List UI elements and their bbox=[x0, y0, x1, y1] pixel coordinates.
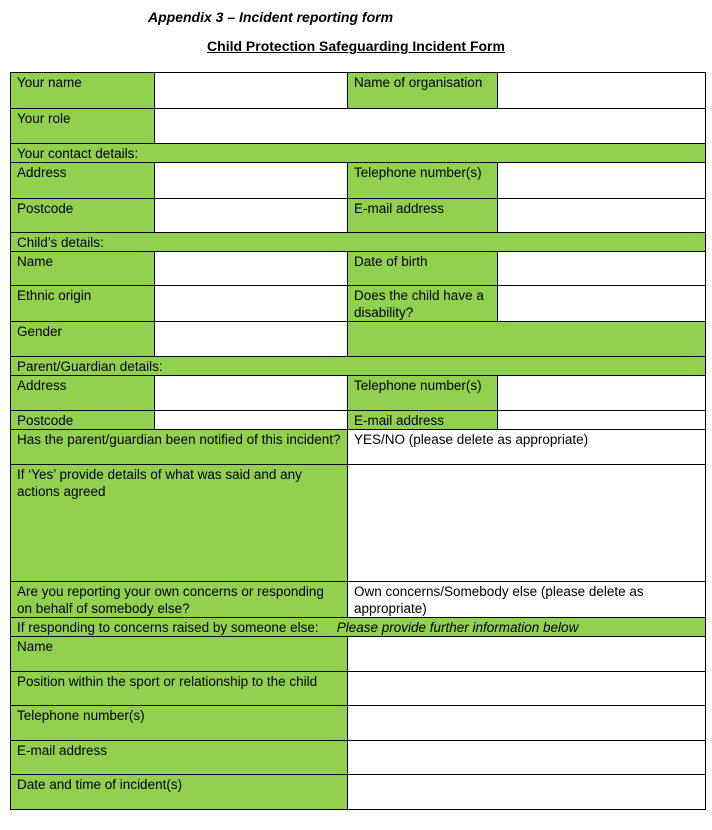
your-role-label: Your role bbox=[11, 109, 155, 144]
contact-telephone-label: Telephone number(s) bbox=[348, 163, 498, 199]
contact-address-label: Address bbox=[11, 163, 155, 199]
child-gender-field[interactable] bbox=[155, 322, 348, 357]
parent-telephone-field[interactable] bbox=[498, 376, 706, 411]
child-dob-label: Date of birth bbox=[348, 252, 498, 286]
other-position-label: Position within the sport or relationship to the child bbox=[11, 672, 348, 706]
your-role-field[interactable] bbox=[155, 109, 706, 144]
details-answer-field[interactable] bbox=[348, 465, 706, 582]
details-question: If ‘Yes’ provide details of what was said and any actions agreed bbox=[11, 465, 348, 582]
form-title: Child Protection Safeguarding Incident Form bbox=[207, 38, 505, 54]
child-dob-field[interactable] bbox=[498, 252, 706, 286]
child-disability-field[interactable] bbox=[498, 286, 706, 322]
your-name-field[interactable] bbox=[155, 73, 348, 109]
child-name-field[interactable] bbox=[155, 252, 348, 286]
child-section-heading: Child’s details: bbox=[11, 233, 706, 252]
child-gender-label: Gender bbox=[11, 322, 155, 357]
contact-postcode-field[interactable] bbox=[155, 199, 348, 233]
organisation-field[interactable] bbox=[498, 73, 706, 109]
someone-else-question: If responding to concerns raised by someone else: bbox=[17, 620, 319, 635]
other-position-field[interactable] bbox=[348, 672, 706, 706]
child-ethnic-field[interactable] bbox=[155, 286, 348, 322]
contact-section-heading: Your contact details: bbox=[11, 144, 706, 163]
incident-form-table bbox=[10, 72, 706, 810]
parent-postcode-label: Postcode bbox=[11, 411, 155, 430]
further-info-note: Please provide further information below bbox=[336, 620, 579, 635]
contact-email-label: E-mail address bbox=[348, 199, 498, 233]
other-email-label: E-mail address bbox=[11, 741, 348, 775]
appendix-heading: Appendix 3 – Incident reporting form bbox=[148, 9, 394, 25]
other-email-field[interactable] bbox=[348, 741, 706, 775]
contact-email-field[interactable] bbox=[498, 199, 706, 233]
organisation-label: Name of organisation bbox=[348, 73, 498, 109]
parent-postcode-field[interactable] bbox=[155, 411, 348, 430]
parent-section-heading: Parent/Guardian details: bbox=[11, 357, 706, 376]
contact-postcode-label: Postcode bbox=[11, 199, 155, 233]
other-name-label: Name bbox=[11, 637, 348, 672]
other-telephone-label: Telephone number(s) bbox=[11, 706, 348, 741]
child-gender-blank bbox=[348, 322, 706, 357]
someone-else-heading bbox=[11, 618, 706, 637]
reporting-question: Are you reporting your own concerns or responding on behalf of somebody else? bbox=[11, 582, 348, 618]
contact-address-field[interactable] bbox=[155, 163, 348, 199]
incident-datetime-label: Date and time of incident(s) bbox=[11, 775, 348, 810]
other-telephone-field[interactable] bbox=[348, 706, 706, 741]
child-disability-label: Does the child have a disability? bbox=[348, 286, 498, 322]
parent-email-field[interactable] bbox=[498, 411, 706, 430]
your-name-label: Your name bbox=[11, 73, 155, 109]
parent-telephone-label: Telephone number(s) bbox=[348, 376, 498, 411]
parent-notified-answer[interactable]: YES/NO (please delete as appropriate) bbox=[348, 430, 706, 465]
reporting-answer[interactable]: Own concerns/Somebody else (please delete as appropriate) bbox=[348, 582, 706, 618]
parent-notified-question: Has the parent/guardian been notified of this incident? bbox=[11, 430, 348, 465]
other-name-field[interactable] bbox=[348, 637, 706, 672]
child-name-label: Name bbox=[11, 252, 155, 286]
parent-address-field[interactable] bbox=[155, 376, 348, 411]
parent-email-label: E-mail address bbox=[348, 411, 498, 430]
contact-telephone-field[interactable] bbox=[498, 163, 706, 199]
parent-address-label: Address bbox=[11, 376, 155, 411]
child-ethnic-label: Ethnic origin bbox=[11, 286, 155, 322]
incident-datetime-field[interactable] bbox=[348, 775, 706, 810]
